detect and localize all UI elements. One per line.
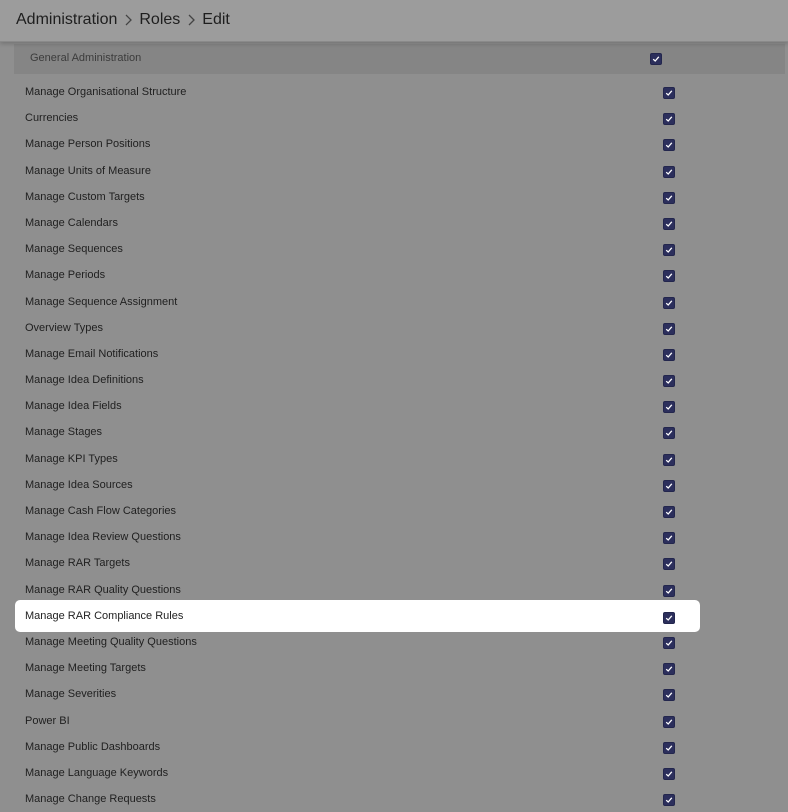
permission-label: Manage Stages	[25, 426, 103, 439]
permission-label: Manage RAR Quality Questions	[25, 583, 181, 596]
permission-row	[15, 629, 700, 655]
checkmark-icon	[665, 614, 673, 622]
checkmark-icon	[665, 246, 673, 254]
permission-label: Manage Periods	[25, 269, 106, 282]
permission-row	[15, 786, 700, 812]
permission-checkbox[interactable]	[663, 166, 675, 178]
checkmark-icon	[665, 299, 673, 307]
permission-row	[15, 79, 700, 105]
permission-row	[15, 367, 700, 393]
permission-label: Manage Public Dashboards	[25, 740, 161, 753]
permission-label: Manage Email Notifications	[25, 347, 159, 360]
permission-checkbox[interactable]	[663, 427, 675, 439]
permission-row	[15, 315, 700, 341]
checkmark-icon	[665, 665, 673, 673]
checkmark-icon	[665, 89, 673, 97]
permission-label: Manage Sequence Assignment	[25, 295, 178, 308]
permission-row	[15, 655, 700, 681]
permission-checkbox[interactable]	[663, 558, 675, 570]
checkmark-icon	[665, 351, 673, 359]
permission-row	[15, 131, 700, 157]
checkmark-icon	[665, 456, 673, 464]
permission-checkbox[interactable]	[663, 663, 675, 675]
permission-label: Manage Change Requests	[25, 793, 156, 806]
permission-checkbox[interactable]	[663, 87, 675, 99]
permission-label: Manage RAR Targets	[25, 557, 130, 570]
permission-row	[15, 734, 700, 760]
checkmark-icon	[665, 377, 673, 385]
permission-row	[15, 472, 700, 498]
checkmark-icon	[665, 718, 673, 726]
permission-checkbox[interactable]	[663, 270, 675, 282]
permission-checkbox[interactable]	[663, 113, 675, 125]
permission-label: Manage Idea Review Questions	[25, 531, 181, 544]
permission-row	[15, 419, 700, 445]
permission-row	[15, 393, 700, 419]
checkmark-icon	[665, 796, 673, 804]
section-header-general-administration	[14, 44, 785, 74]
checkmark-icon	[665, 508, 673, 516]
permission-row	[15, 498, 700, 524]
permission-label: Manage Person Positions	[25, 138, 151, 151]
permission-label: Manage Idea Fields	[25, 400, 122, 413]
permission-checkbox[interactable]	[663, 689, 675, 701]
permission-checkbox[interactable]	[663, 532, 675, 544]
permission-label: Manage Custom Targets	[25, 190, 145, 203]
checkmark-icon	[665, 194, 673, 202]
permission-row	[15, 708, 700, 734]
permission-checkbox[interactable]	[663, 323, 675, 335]
permission-row	[15, 341, 700, 367]
checkmark-icon	[665, 587, 673, 595]
permission-row	[15, 681, 700, 707]
permission-row	[15, 262, 700, 288]
checkmark-icon	[665, 770, 673, 778]
permission-checkbox[interactable]	[663, 742, 675, 754]
checkmark-icon	[665, 272, 673, 280]
section-title: General Administration	[30, 52, 142, 64]
permission-label: Power BI	[25, 714, 70, 727]
checkmark-icon	[665, 744, 673, 752]
permission-checkbox[interactable]	[663, 192, 675, 204]
checkmark-icon	[665, 115, 673, 123]
permission-row	[15, 184, 700, 210]
permission-label: Manage Meeting Targets	[25, 662, 146, 675]
permission-checkbox[interactable]	[663, 585, 675, 597]
permission-label: Overview Types	[25, 321, 104, 334]
permission-checkbox[interactable]	[663, 244, 675, 256]
permission-label: Manage Meeting Quality Questions	[25, 635, 197, 648]
permission-checkbox[interactable]	[663, 612, 675, 624]
permission-label: Manage Units of Measure	[25, 164, 151, 177]
chevron-right-icon	[118, 10, 138, 30]
permission-checkbox[interactable]	[663, 637, 675, 649]
permission-row	[15, 289, 700, 315]
checkmark-icon	[665, 482, 673, 490]
permission-label: Manage Idea Sources	[25, 478, 133, 491]
permission-row	[15, 210, 700, 236]
checkmark-icon	[665, 639, 673, 647]
permission-row	[15, 524, 700, 550]
permission-checkbox[interactable]	[663, 375, 675, 387]
permission-row	[15, 600, 700, 632]
breadcrumb-administration[interactable]: Administration	[16, 11, 118, 28]
checkmark-icon	[665, 691, 673, 699]
permission-checkbox[interactable]	[663, 454, 675, 466]
permission-checkbox[interactable]	[663, 401, 675, 413]
permission-label: Manage Idea Definitions	[25, 374, 144, 387]
permission-list	[15, 79, 700, 812]
permission-row	[15, 158, 700, 184]
checkmark-icon	[665, 403, 673, 411]
breadcrumb-edit: Edit	[202, 11, 230, 28]
section-select-all-checkbox[interactable]	[650, 53, 662, 65]
permission-label: Manage RAR Compliance Rules	[25, 609, 184, 622]
permission-checkbox[interactable]	[663, 768, 675, 780]
permission-label: Manage KPI Types	[25, 452, 118, 465]
permission-row	[15, 105, 700, 131]
permission-label: Manage Organisational Structure	[25, 86, 187, 98]
permission-checkbox[interactable]	[663, 218, 675, 230]
checkmark-icon	[665, 141, 673, 149]
checkmark-icon	[665, 168, 673, 176]
permission-checkbox[interactable]	[663, 297, 675, 309]
checkmark-icon	[652, 55, 660, 63]
permission-label: Manage Language Keywords	[25, 766, 169, 779]
permission-row	[15, 577, 700, 603]
chevron-right-icon	[181, 10, 201, 30]
permission-row	[15, 446, 700, 472]
permission-label: Manage Sequences	[25, 243, 123, 256]
breadcrumb	[16, 10, 230, 30]
permission-checkbox[interactable]	[663, 480, 675, 492]
permission-label: Manage Severities	[25, 688, 117, 701]
page-header	[0, 0, 788, 42]
permission-checkbox[interactable]	[663, 716, 675, 728]
checkmark-icon	[665, 220, 673, 228]
permission-label: Manage Cash Flow Categories	[25, 505, 177, 517]
permission-row	[15, 550, 700, 576]
permission-row	[15, 760, 700, 786]
permission-checkbox[interactable]	[663, 139, 675, 151]
checkmark-icon	[665, 429, 673, 437]
permission-label: Manage Calendars	[25, 216, 118, 229]
permission-label: Currencies	[25, 112, 79, 125]
permission-checkbox[interactable]	[663, 349, 675, 361]
checkmark-icon	[665, 325, 673, 333]
permission-checkbox[interactable]	[663, 506, 675, 518]
permission-row	[15, 236, 700, 262]
checkmark-icon	[665, 560, 673, 568]
checkmark-icon	[665, 534, 673, 542]
breadcrumb-roles[interactable]: Roles	[139, 11, 181, 28]
permission-checkbox[interactable]	[663, 794, 675, 806]
